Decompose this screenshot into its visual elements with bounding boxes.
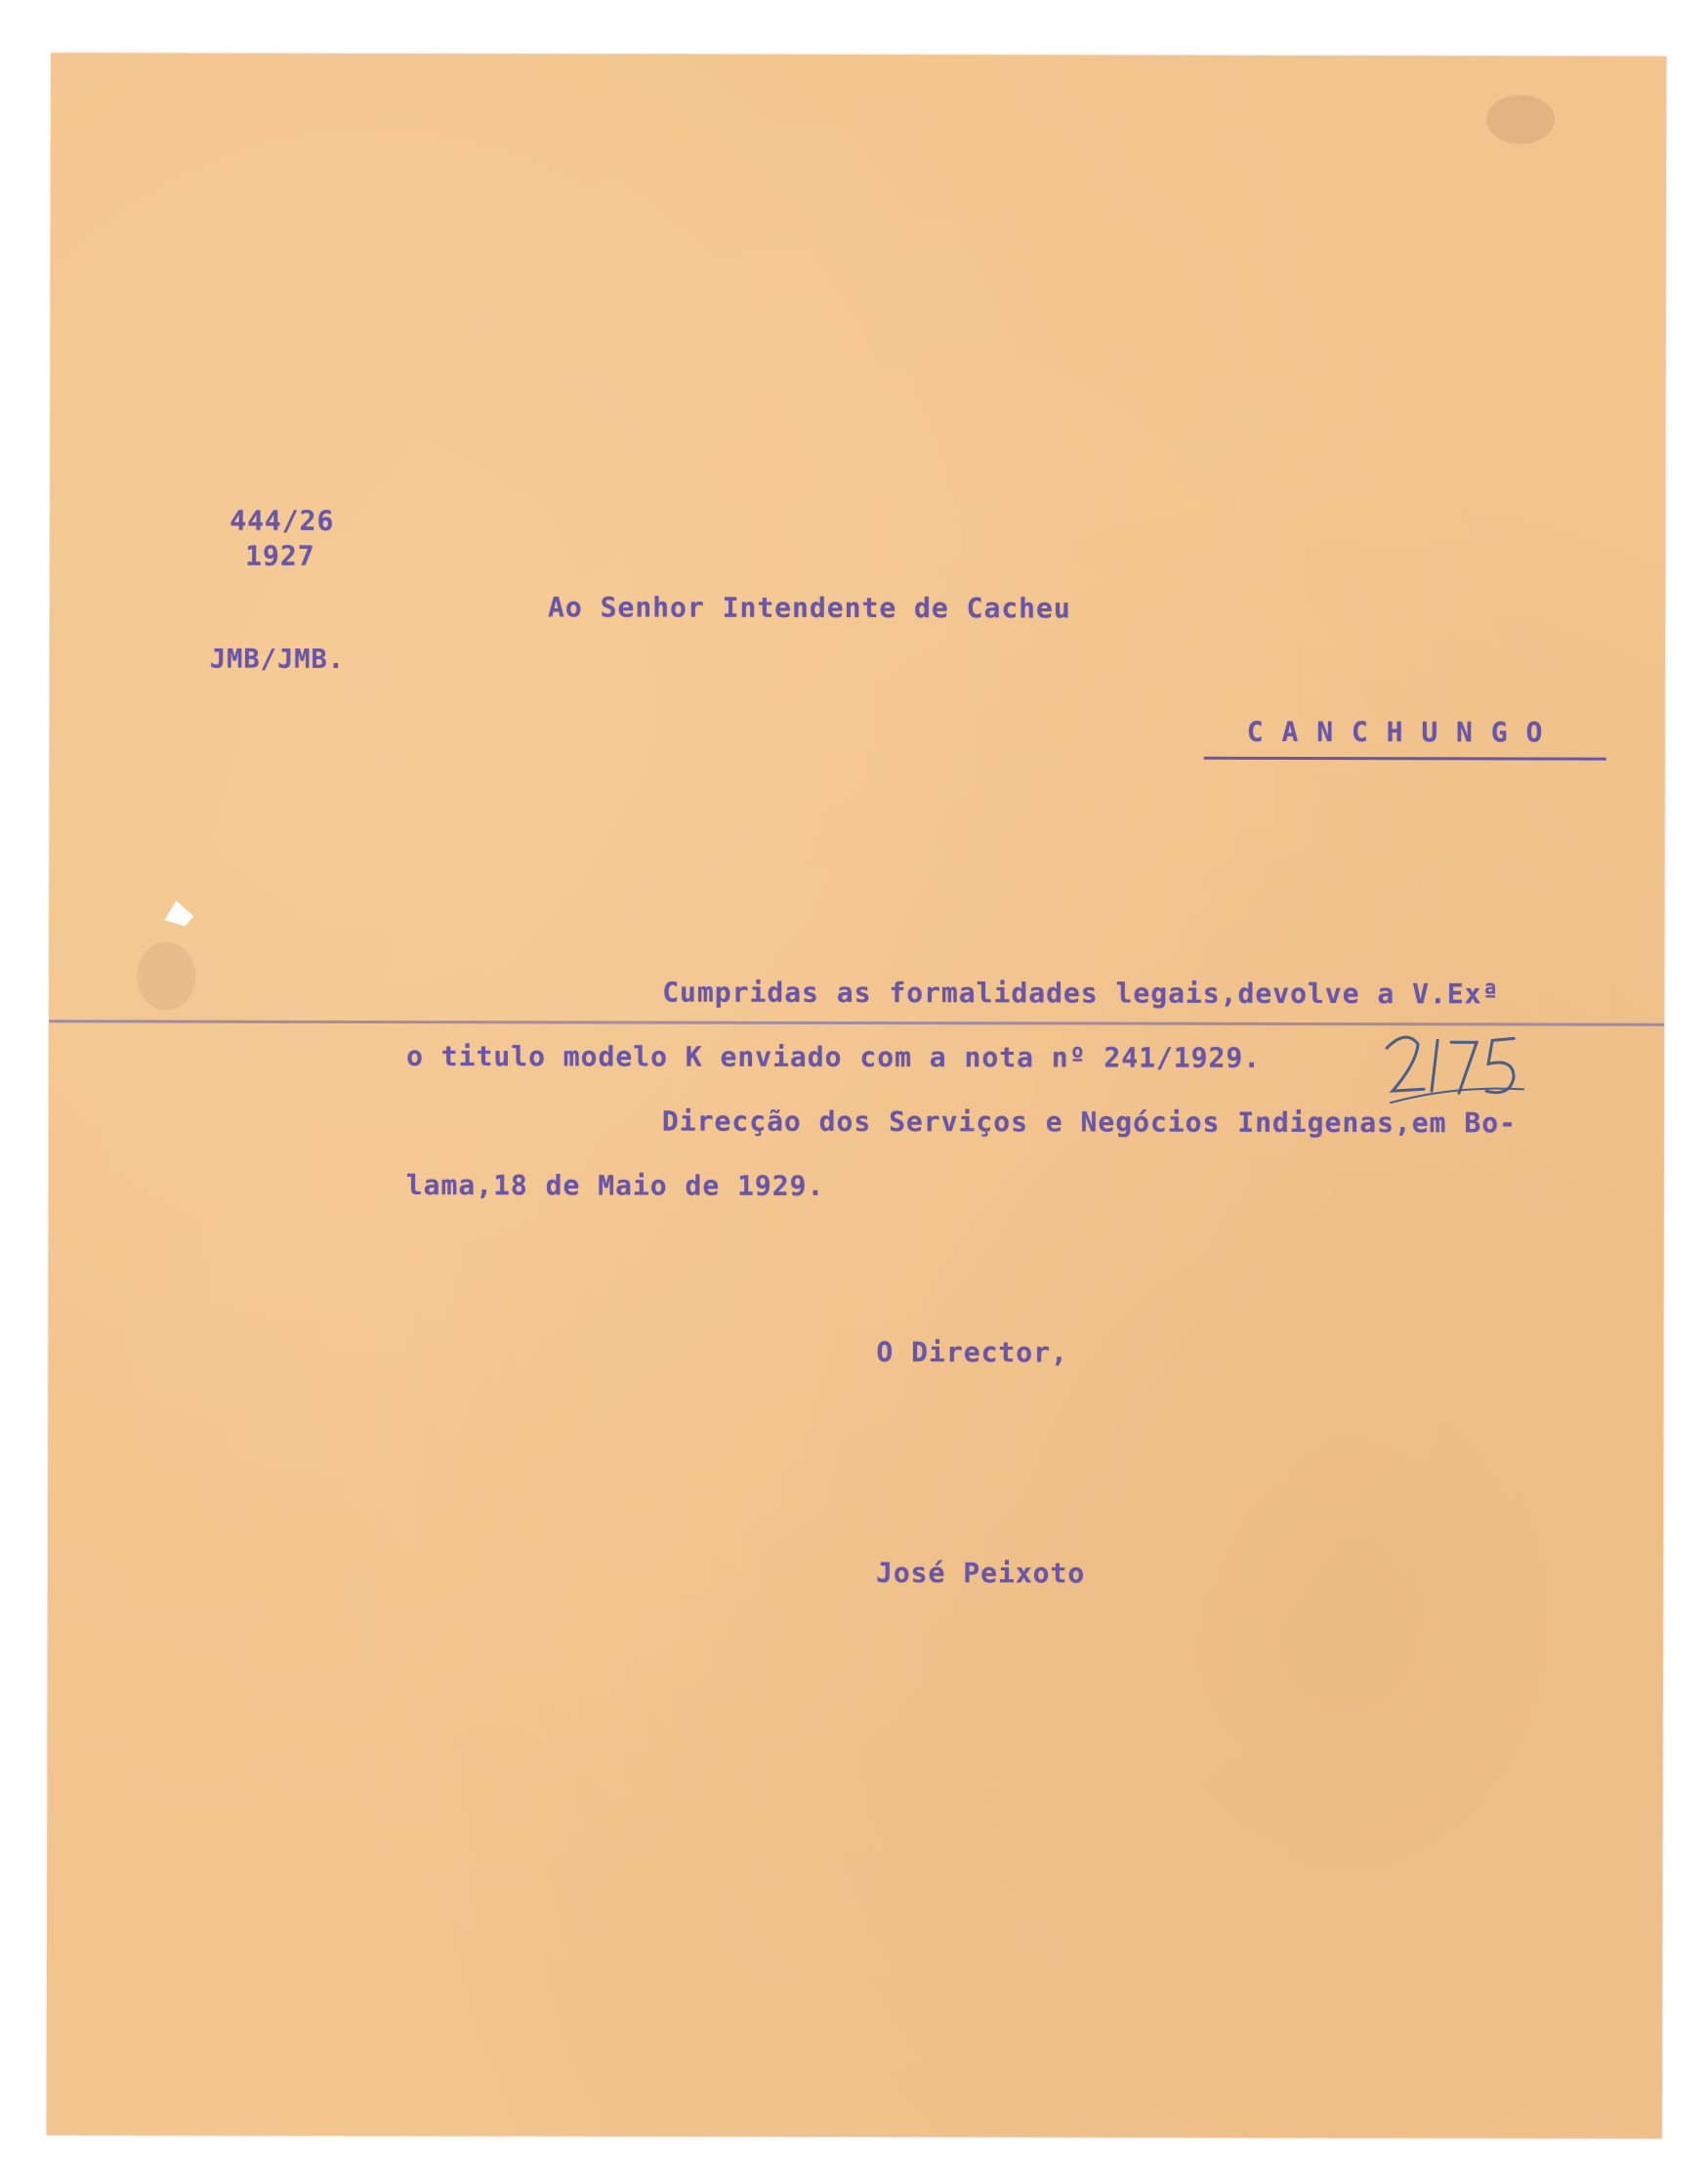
paper-sheet <box>47 53 1666 2138</box>
reference-number: 444/26 <box>229 504 335 537</box>
signatory: José Peixoto <box>875 1557 1086 1590</box>
addressee: Ao Senhor Intendente de Cacheu <box>548 591 1071 625</box>
closing: O Director, <box>876 1336 1068 1369</box>
body-line-4: lama,18 de Maio de 1929. <box>405 1169 825 1202</box>
stain-spot <box>1486 95 1555 144</box>
stain-spot <box>137 941 195 1010</box>
body-line-1: Cumpridas as formalidades legais,devolve a V.Exª <box>662 976 1500 1011</box>
body-line-2: o titulo modelo K enviado com a nota nº 241/1929. <box>406 1040 1262 1074</box>
punch-hole <box>164 901 193 927</box>
body-line-3: Direcção dos Serviços e Negócios Indigenas,em Bo- <box>661 1105 1517 1140</box>
reference-year: 1927 <box>245 539 315 572</box>
handwritten-number <box>1367 1021 1543 1108</box>
location-line: C A N C H U N G O <box>1246 715 1544 749</box>
location-underline <box>1204 757 1606 761</box>
initials: JMB/JMB. <box>209 644 346 675</box>
